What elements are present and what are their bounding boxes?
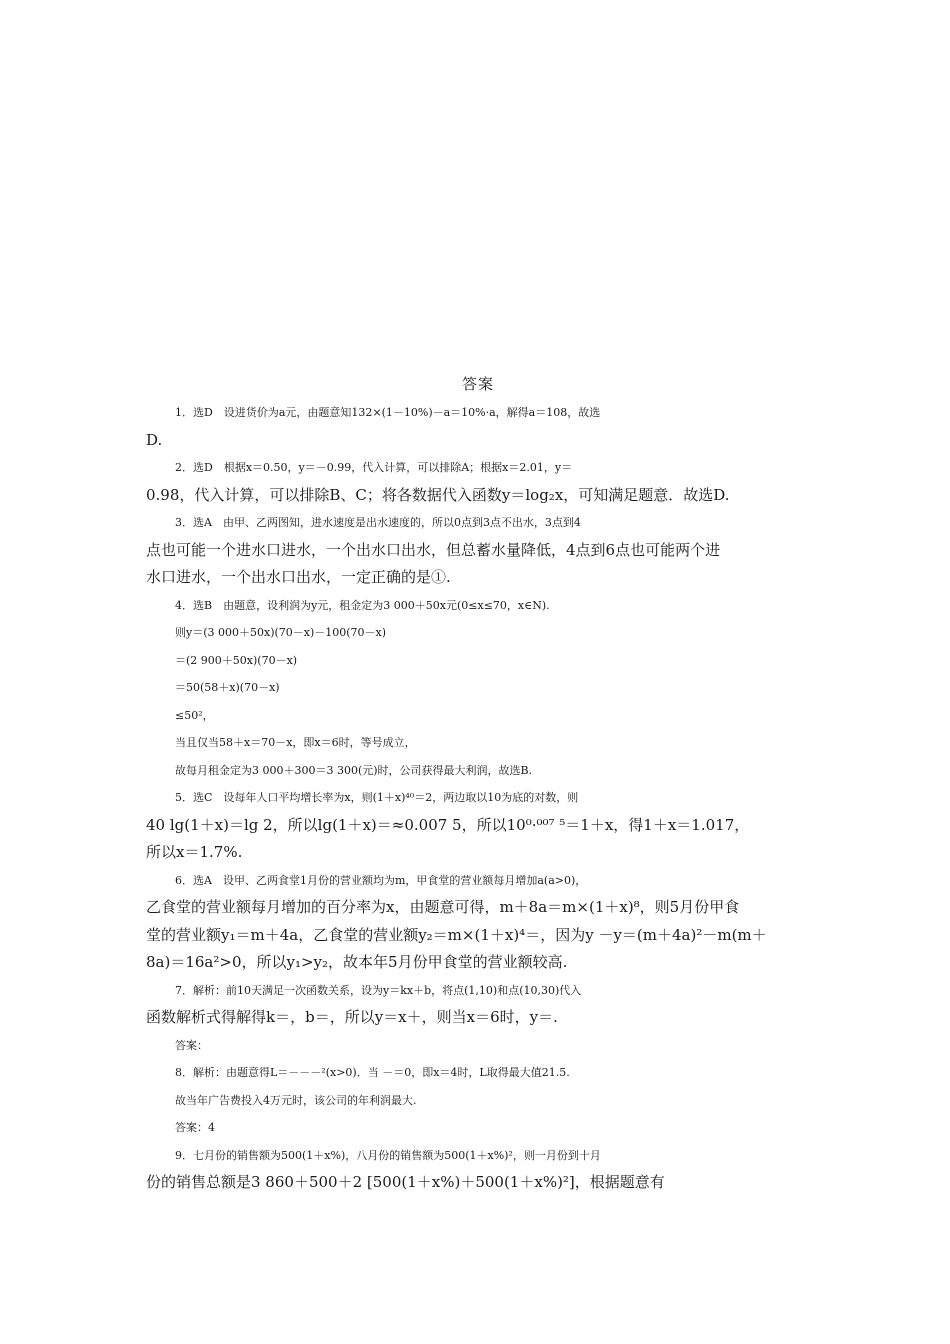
text-line: 乙食堂的营业额每月增加的百分率为x，由题意可得，m＋8a＝m×(1＋x)⁸，则5月份甲食 — [146, 898, 740, 916]
text-line: D. — [146, 430, 163, 449]
text-line: 8．解析：由题意得L＝－－－²(x>0)．当 －＝0，即x＝4时，L取得最大值21.5. — [175, 1066, 570, 1079]
text-line: 所以x＝1.7%. — [146, 843, 243, 861]
text-line: ＝(2 900＋50x)(70－x) — [175, 653, 298, 667]
text-line: 7．解析：前10天满足一次函数关系，设为y＝kx＋b，将点(1,10)和点(10,30)代入 — [175, 983, 582, 997]
answer-title: 答案 — [461, 375, 494, 393]
text-line: 6．选A 设甲、乙两食堂1月份的营业额均为m，甲食堂的营业额每月增加a(a>0)， — [175, 873, 587, 887]
text-line: 故每月租金定为3 000＋300＝3 300(元)时，公司获得最大利润，故选B. — [175, 763, 533, 777]
text-line: ＝50(58＋x)(70－x) — [175, 681, 280, 694]
text-line: 9．七月份的销售额为500(1＋x%)，八月份的销售额为500(1＋x%)²，则一月份到十月 — [175, 1148, 601, 1162]
text-line: 8a)＝16a²>0，所以y₁>y₂，故本年5月份甲食堂的营业额较高. — [146, 953, 568, 971]
text-line: 故当年广告费投入4万元时，该公司的年利润最大. — [175, 1093, 417, 1107]
text-line: 5．选C 设每年人口平均增长率为x，则(1＋x)⁴⁰＝2，两边取以10为底的对数，则 — [175, 791, 579, 804]
text-line: 水口进水，一个出水口出水，一定正确的是①. — [146, 568, 451, 586]
text-line: 答案： — [175, 1038, 208, 1052]
text-line: ≤50²， — [175, 708, 214, 722]
text-line: 40 lg(1＋x)＝lg 2，所以lg(1＋x)＝≈0.007 5，所以10⁰·⁰⁰⁷ ⁵＝1＋x，得1＋x＝1.017， — [146, 815, 750, 834]
text-line: 1．选D 设进货价为a元，由题意知132×(1－10%)－a＝10%·a，解得a＝108，故选 — [175, 406, 601, 419]
text-line: 2．选D 根据x＝0.50，y＝－0.99，代入计算，可以排除A；根据x＝2.01，y＝ — [175, 461, 573, 474]
text-line: 当且仅当58＋x＝70－x，即x＝6时，等号成立， — [175, 736, 416, 749]
text-line: 份的销售总额是3 860＋500＋2 [500(1＋x%)＋500(1＋x%)²]，根据题意有 — [146, 1173, 665, 1191]
text-line: 则y＝(3 000＋50x)(70－x)－100(70－x) — [175, 626, 387, 639]
answer-body — [146, 399, 810, 1197]
text-line: 答案：4 — [175, 1121, 215, 1134]
text-line: 4．选B 由题意，设利润为y元，租金定为3 000＋50x元(0≤x≤70，x∈N). — [175, 598, 550, 612]
text-line: 0.98，代入计算，可以排除B、C；将各数据代入函数y＝log₂x，可知满足题意．故选D. — [146, 485, 730, 504]
answer-document — [146, 372, 810, 1197]
text-line: 函数解析式得解得k＝，b＝，所以y＝x＋，则当x＝6时，y＝. — [146, 1008, 558, 1026]
text-line: 3．选A 由甲、乙两图知，进水速度是出水速度的，所以0点到3点不出水，3点到4 — [175, 516, 581, 529]
text-line: 堂的营业额y₁＝m＋4a，乙食堂的营业额y₂＝m×(1＋x)⁴＝，因为y －y＝(m＋4a)²－m(m＋ — [146, 925, 767, 944]
text-line: 点也可能一个进水口进水，一个出水口出水，但总蓄水量降低，4点到6点也可能两个进 — [146, 540, 721, 559]
